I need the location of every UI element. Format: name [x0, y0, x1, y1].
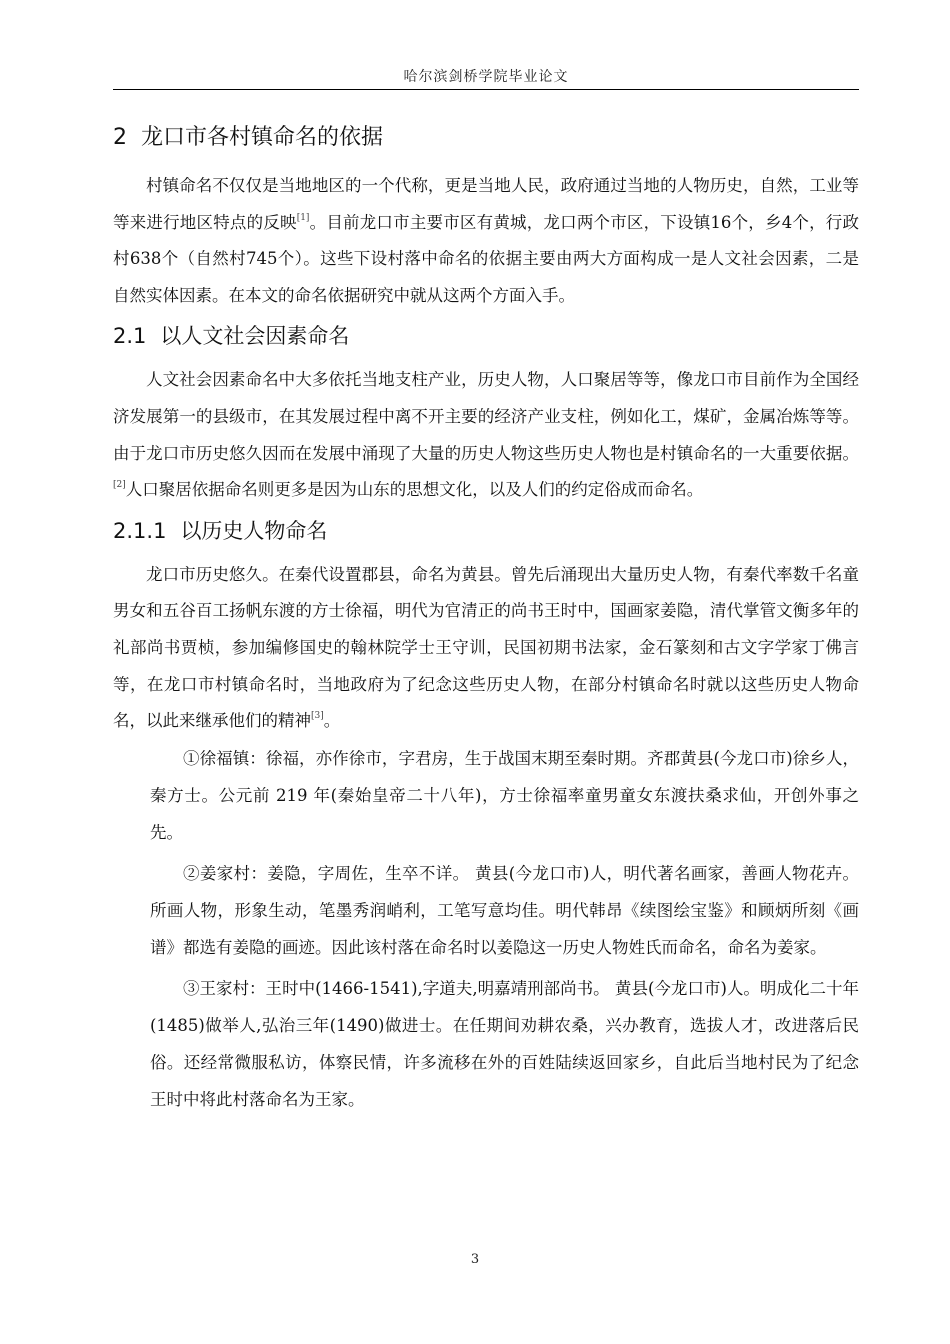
list-item: ①徐福镇：徐福，亦作徐市，字君房，生于战国末期至秦时期。齐郡黄县(今龙口市)徐乡人，秦方士。公元前 219 年(秦始皇帝二十八年)，方士徐福率童男童女东渡扶桑求仙，开创外事之先。	[150, 748, 859, 842]
section-number: 2.1.1	[113, 518, 167, 543]
paragraph-text: 人口聚居依据命名则更多是因为山东的思想文化，以及人们的约定俗成而命名。	[125, 480, 704, 500]
list-item: ②姜家村：姜隐，字周佐，生卒不详。 黄县(今龙口市)人，明代著名画家，善画人物花卉。所画人物，形象生动，笔墨秀润峭利，工笔写意均佳。明代韩昂《续图绘宝鉴》和顾炳所刻《画谱》都选有姜隐的画迹。因此该村落在命名时以姜隐这一历史人物姓氏而命名，命名为姜家。	[150, 863, 859, 957]
list-item: ③王家村：王时中(1466-1541),字道夫,明嘉靖刑部尚书。 黄县(今龙口市)人。明成化二十年(1485)做举人,弘治三年(1490)做进士。在任期间劝耕农桑，兴办教育，选拔人才，改进落后民俗。还经常微服私访，体察民情，许多流移在外的百姓陆续返回家乡，自此后当地村民为了纪念王时中将此村落命名为王家。	[150, 978, 859, 1109]
section-number: 2	[113, 125, 127, 150]
page-number: 3	[470, 1252, 480, 1267]
paragraph-2-intro	[113, 168, 859, 314]
section-title: 以人文社会因素命名	[160, 324, 350, 349]
document-body	[113, 118, 859, 1122]
citation-2: [2]	[113, 480, 126, 491]
running-header: 哈尔滨剑桥学院毕业论文	[403, 69, 569, 85]
section-title: 龙口市各村镇命名的依据	[141, 125, 384, 150]
paragraph-text: 。目前龙口市主要市区有黄城，龙口两个市区，下设镇16个，乡4个，行政村638个（自然村745个）。这些下设村落中命名的依据主要由两大方面构成一是人文社会因素，二是自然实体因素。在本文的命名依据研究中就从这两个方面入手。	[113, 212, 859, 305]
paragraph-text: 村镇命名不仅仅是当地地区的一个代称，更是当地人民，政府通过当地的人物历史，自然，工业等等来进行地区特点的反映	[113, 176, 859, 232]
citation-3: [3]	[311, 711, 324, 722]
section-heading-2-1-1	[113, 511, 859, 551]
section-heading-2-1	[113, 316, 859, 356]
section-title: 以历史人物命名	[180, 518, 328, 543]
section-number: 2.1	[113, 324, 147, 349]
header-rule	[113, 89, 859, 90]
paragraph-text: 。	[323, 711, 341, 731]
paragraph-text: 人文社会因素命名中大多依托当地支柱产业，历史人物，人口聚居等等，像龙口市目前作为全国经济发展第一的县级市，在其发展过程中离不开主要的经济产业支柱，例如化工，煤矿，金属冶炼等等。由于龙口市历史悠久因而在发展中涌现了大量的历史人物这些历史人物也是村镇命名的一大重要依据。	[113, 370, 859, 463]
paragraph-2-1	[113, 362, 859, 508]
citation-1: [1]	[296, 212, 310, 223]
section-heading-2	[113, 118, 859, 158]
paragraph-text: 龙口市历史悠久。在秦代设置郡县，命名为黄县。曾先后涌现出大量历史人物，有秦代率数千名童男女和五谷百工扬帆东渡的方士徐福，明代为官清正的尚书王时中，国画家姜隐，清代掌管文衡多年的礼部尚书贾桢，参加编修国史的翰林院学士王守训，民国初期书法家，金石篆刻和古文字学家丁佛言等，在龙口市村镇命名时，当地政府为了纪念这些历史人物，在部分村镇命名时就以这些历史人物命名，以此来继承他们的精神	[113, 564, 859, 731]
paragraph-2-1-1	[113, 557, 859, 740]
